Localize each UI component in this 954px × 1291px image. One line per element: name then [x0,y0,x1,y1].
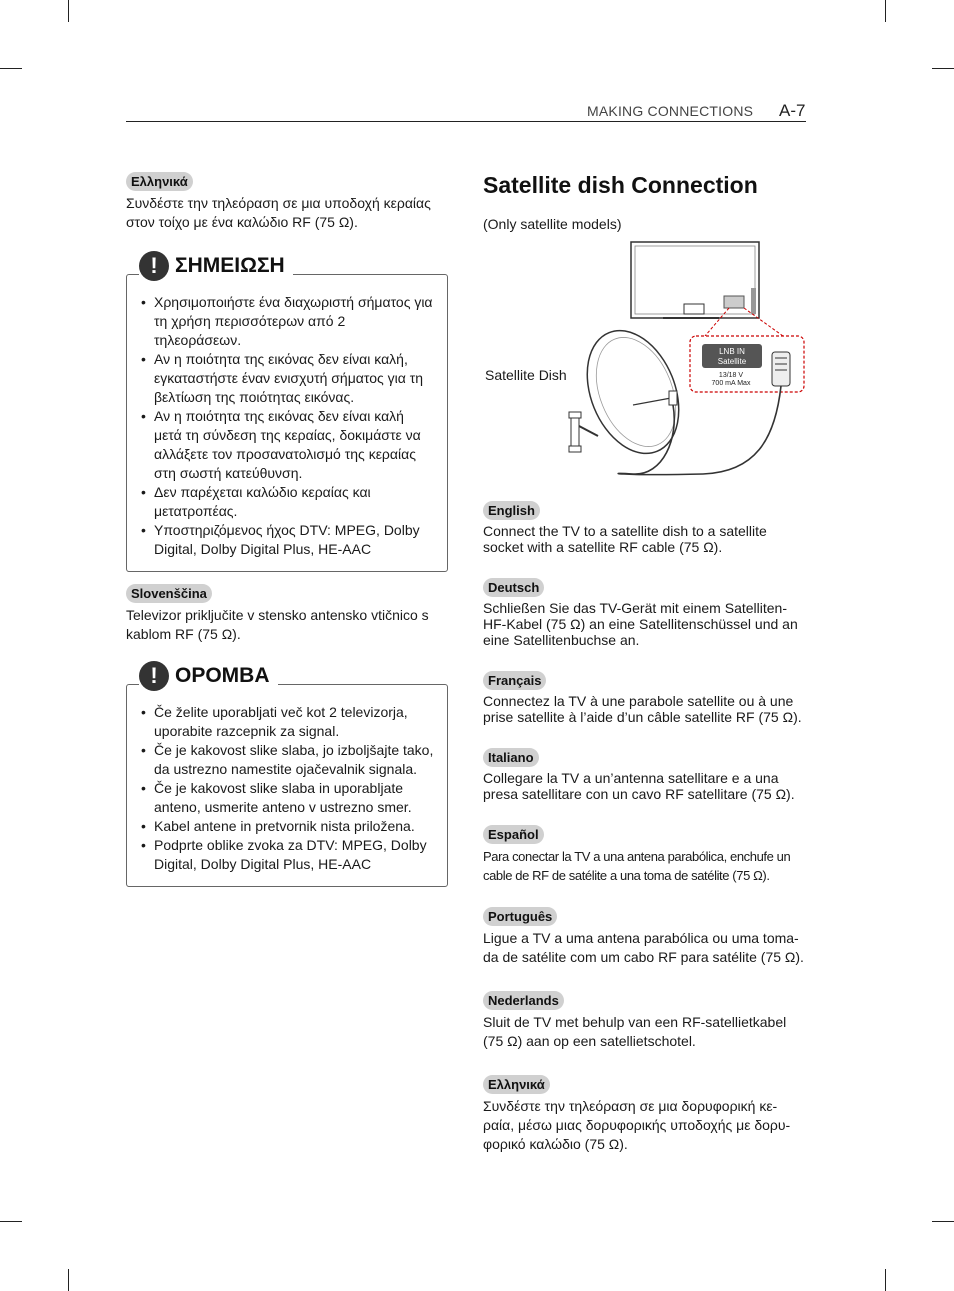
language-tag: Español [483,825,544,844]
note-item: • Δεν παρέχεται καλώδιο κεραίας και μετατροπέας. [154,483,435,521]
note-item: • Χρησιμοποιήστε ένα διαχωριστή σήματος για τη χρήση περισσότερων από 2 τηλεοράσεων. [154,293,435,350]
crop-mark [0,68,22,69]
section-espanol [483,825,808,885]
note-list [140,293,435,559]
note-header [139,661,278,691]
slovenian-section [126,584,448,644]
note-header [139,251,293,281]
section-text: Συνδέστε την τηλεόραση σε μια δορυφορική κε-ραία, μέσω μιας δορυφορικής υποδοχής με δορυ-φορικό καλώδιο (75 Ω). [483,1098,791,1152]
note-item: • Podprte oblike zvoka za DTV: MPEG, Dolby Digital, Dolby Digital Plus, HE-AAC [154,836,435,874]
port-label-1: LNB IN [719,347,745,356]
port-spec-2: 700 mA Max [711,380,751,387]
note-list [140,703,435,874]
header-section-title: MAKING CONNECTIONS [587,103,754,119]
page-title: Satellite dish Connection [483,172,758,198]
crop-mark [885,1269,886,1291]
page-subtitle: (Only satellite models) [483,216,622,232]
note-title: ΣΗΜΕΙΩΣΗ [175,254,285,277]
language-tag: Slovenščina [126,584,212,603]
dish-label: Satellite Dish [485,367,567,383]
note-box-greek [126,253,448,572]
connection-diagram [483,240,808,480]
port-spec-1: 13/18 V [718,372,744,379]
section-text: Ligue a TV a uma antena parabólica ou uma toma-da de satélite com um cabo RF para satélite (75 Ω). [483,930,804,965]
exclamation-icon: ! [139,251,169,281]
section-italiano [483,748,808,802]
language-tag: Nederlands [483,991,564,1010]
crop-mark [0,1221,22,1222]
exclamation-icon: ! [139,661,169,691]
language-tag: English [483,501,540,520]
section-deutsch [483,578,808,648]
note-item: • Če želite uporabljati več kot 2 televizorja, uporabite razcepnik za signal. [154,703,435,741]
language-tag: Italiano [483,748,539,767]
section-text: Connectez la TV à une parabole satellite ou à une prise satellite à l’aide d’un câble satellite RF (75 Ω). [483,693,802,725]
header-rule [126,121,806,122]
note-box-slovenian [126,663,448,887]
language-tag: Ελληνικά [126,172,193,191]
diagram-drawing [483,240,808,480]
f-connector-icon [772,352,790,386]
greek-section [126,172,448,232]
note-item: • Kabel antene in pretvornik nista priložena. [154,817,435,836]
note-item: • Αν η ποιότητα της εικόνας δεν είναι καλή μετά τη σύνδεση της κεραίας, δοκιμάστε να αλλάξετε τον προσανατολισμό της κεραίας στη σωστή κατεύθυνση. [154,407,435,483]
note-item: • Če je kakovost slike slaba in uporabljate anteno, usmerite anteno v ustrezno smer. [154,779,435,817]
right-column [483,172,808,1154]
section-text: Συνδέστε την τηλεόραση σε μια υποδοχή κεραίας στον τοίχο με ένα καλώδιο RF (75 Ω). [126,195,431,230]
section-francais [483,671,808,725]
language-tag: Ελληνικά [483,1075,550,1094]
crop-mark [68,0,69,22]
port-indicator-icon [724,296,744,308]
note-title: OPOMBA [175,664,270,687]
section-text: Para conectar la TV a una antena parabólica, enchufe un cable de RF de satélite a una toma de satélite (75 Ω). [483,849,791,883]
left-column [126,172,448,887]
section-text: Televizor priključite v stensko antensko vtičnico s kablom RF (75 Ω). [126,607,429,642]
note-item: • Υποστηριζόμενος ήχος DTV: MPEG, Dolby Digital, Dolby Digital Plus, HE-AAC [154,521,435,559]
section-text: Connect the TV to a satellite dish to a satellite socket with a satellite RF cable (75 Ω). [483,523,767,555]
language-tag: Deutsch [483,578,544,597]
satellite-dish-icon [569,317,696,467]
section-nederlands [483,991,808,1051]
section-greek [483,1075,808,1154]
section-text: Sluit de TV met behulp van een RF-satellietkabel (75 Ω) aan op een satellietschotel. [483,1014,787,1049]
section-text: Collegare la TV a un’antenna satellitare e a una presa satellitare con un cavo RF satellitare (75 Ω). [483,770,795,802]
page-number: A-7 [779,101,806,120]
language-tag: Português [483,907,557,926]
crop-mark [68,1269,69,1291]
tv-side-panel [751,288,756,314]
crop-mark [932,1221,954,1222]
note-item: • Αν η ποιότητα της εικόνας δεν είναι καλή, εγκαταστήστε έναν ενισχυτή σήματος για τη βελτίωση της ποιότητας εικόνας. [154,350,435,407]
tv-stand-icon [684,304,704,314]
section-english [483,501,808,555]
crop-mark [885,0,886,22]
crop-mark [932,68,954,69]
port-label-2: Satellite [717,357,747,366]
language-tag: Français [483,671,546,690]
section-text: Schließen Sie das TV-Gerät mit einem Satelliten-HF-Kabel (75 Ω) an eine Satellitenschüssel und an eine Satellitenbuchse an. [483,600,798,648]
note-item: • Če je kakovost slike slaba, jo izboljšajte tako, da ustrezno namestite ojačevalnik signala. [154,741,435,779]
section-portugues [483,907,808,967]
